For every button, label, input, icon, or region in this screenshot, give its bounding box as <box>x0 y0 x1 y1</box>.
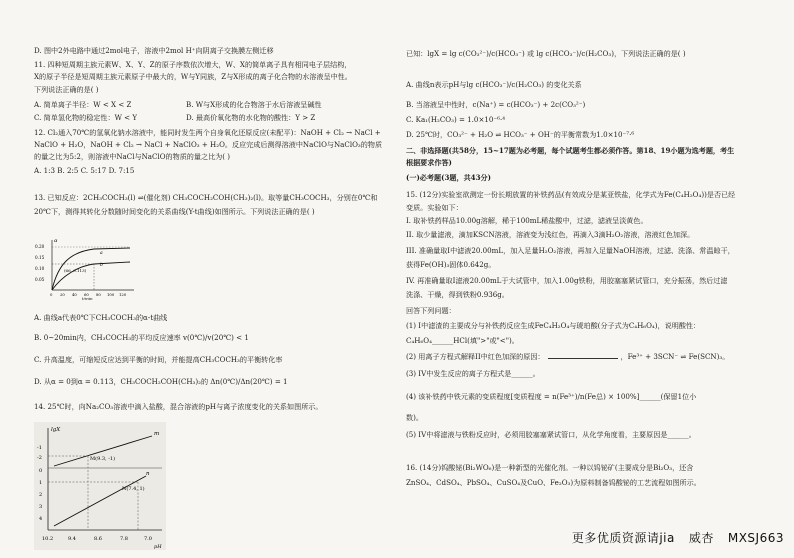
fig2-point-m: M(9.3, -1) <box>90 456 116 462</box>
q15-part-4-line2: 数)。 <box>406 413 423 422</box>
fig1-xtick: 60 <box>84 292 89 297</box>
q15-step-3-line2: 获得Fe(OH)₃固体0.642g。 <box>406 260 496 269</box>
fig1-ytick: 0.15 <box>35 255 45 260</box>
fig2-ytick: 4 <box>39 516 43 522</box>
fig1-ytick: 0.10 <box>35 266 45 271</box>
q15-part-1: (1) I中滤渣的主要成分与补铁药反应生成FeC₄H₂O₄与琥珀酸(分子式为C₄H₆O₄)，说明酸性： <box>406 321 701 330</box>
q14-option-d: D. 25℃时，CO₃²⁻ + H₂O ⇌ HCO₃⁻ + OH⁻的平衡常数为1.0×10⁻⁷·⁶ <box>406 130 635 139</box>
q15-step-2: II. 取少量滤液，滴加KSCN溶液，溶液变为浅红色，再滴入3滴H₂O₂溶液，溶液红色加深。 <box>406 230 695 239</box>
fig2-xtick: 7.8 <box>120 536 128 542</box>
promo-name: 威杏 <box>688 531 714 545</box>
q15-step-3: III. 准确量取I中滤液20.00mL，加入足量H₂O₂溶液，再加入足量NaOH溶液，过滤、洗涤、常温晾干， <box>406 246 735 255</box>
fig2-label-n: n <box>146 471 150 477</box>
q14-option-c: C. Ka₁(H₂CO₃) = 1.0×10⁻⁶·⁴ <box>406 115 506 124</box>
promo-code: MXSJ663 <box>727 531 784 545</box>
q15-part-2-prefix: (2) 用离子方程式解释II中红色加深的原因： <box>406 352 545 361</box>
fig2-x-label: pH <box>154 544 162 550</box>
fig1-curve-b <box>52 262 130 290</box>
q15-part-1-line2: C₄H₆O₄______HCl(填">"或"<")。 <box>406 336 519 345</box>
q10-option-d: D. 图中2外电路中通过2mol电子，溶液中2mol H⁺向阴离子交换膜左侧迁移 <box>34 46 274 55</box>
fig1-y-label: α <box>54 238 58 244</box>
answer-blank <box>548 352 618 359</box>
fig1-label-a: a <box>100 251 103 256</box>
q13-option-a: A. 曲线a代表0℃下CH₃COCH₃的α-t曲线 <box>34 313 168 322</box>
fig2-ytick: 2 <box>39 492 43 498</box>
q15-stem-line2: 变质。实验如下： <box>406 203 463 212</box>
fig2-xtick: 9.4 <box>68 536 76 542</box>
q11-stem: 11. 四种短周期主族元素W、X、Y、Z的原子序数依次增大，W、X的简单离子具有相同电子层结构， <box>34 60 352 69</box>
q12-stem: 12. Cl₂通入70℃的氢氧化钠水溶液中，能同时发生两个自身氧化还原反应(未配平)：NaOH + Cl₂ → NaCl + <box>34 128 381 137</box>
q15-stem: 15. (12分)实验室欲测定一份长期放置的补铁药品(有效成分是某亚铁盐，化学式为Fe(C₄H₂O₄))是否已经 <box>406 190 736 199</box>
q15-part-2-suffix: ，Fe³⁺ + 3SCN⁻ ⇌ Fe(SCN)₃。 <box>620 352 730 361</box>
fig1-xtick: 100 <box>107 292 115 297</box>
q15-part-4: (4) 该补铁药中铁元素的变质程度[变质程度 = n(Fe³⁺)/n(Fe总) × 100%]______(保留1位小 <box>406 392 697 401</box>
q14-option-a: A. 曲线n表示pH与lg c(HCO₃⁻)/c(H₂CO₃) 的变化关系 <box>406 80 582 89</box>
fig1-xtick: 120 <box>119 292 127 297</box>
q13-option-d: D. 从α = 0到α = 0.113，CH₃COCH₂COH(CH₃)₂的 Δn(0℃)/Δn(20℃) = 1 <box>34 377 288 386</box>
q13-stem: 13. 已知反应：2CH₃COCH₃(l) ⇌(催化剂) CH₃COCH₂COH(CH₃)₂(l)。取等量CH₃COCH₃，分别在0℃和 <box>34 193 378 202</box>
promo-footer <box>572 529 784 547</box>
q15-answer-prompt: 回答下列问题： <box>406 306 456 315</box>
q16-stem-line2: ZnSO₄、CdSO₄、PbSO₄、CuSO₄及CuO、Fe₂O₃)为原料制备钨酸铋的工艺流程如图所示。 <box>406 478 701 487</box>
q13-option-b: B. 0~20min内，CH₃COCH₃的平均反应速率 v(0℃)/v(20℃) < 1 <box>34 333 249 342</box>
q15-step-4: IV. 再准确量取I滤液20.00mL于大试管中，加入1.00g铁粉，用胶塞塞紧试管口，充分振荡，然后过滤 <box>406 276 728 285</box>
q16-stem: 16. (14分)钨酸铋(Bi₂WO₆)是一种新型的光催化剂。一种以钨铋矿(主要成分是Bi₂O₃，还含 <box>406 463 694 472</box>
fig1-xtick: 0 <box>50 292 53 297</box>
fig2-xtick: 10.2 <box>42 536 54 542</box>
fig1-point-label: (66, 0.113) <box>64 268 87 273</box>
fig2-y-label: lgX <box>51 427 61 433</box>
q11-stem-line3: 下列说法正确的是( ) <box>34 85 99 94</box>
fig2-ytick: 1 <box>39 480 43 486</box>
fig1-xtick: 20 <box>60 292 65 297</box>
q15-part-5: (5) IV中将滤液与铁粉反应时，必须用胶塞塞紧试管口，从化学角度看，主要原因是______。 <box>406 430 696 439</box>
ph-lgx-figure <box>34 422 166 550</box>
fig2-ytick: 0 <box>39 468 43 474</box>
promo-text: 更多优质资源请jia <box>571 531 675 545</box>
q13-option-c: C. 升高温度，可缩短反应达到平衡的时间，并能提高CH₃COCH₃的平衡转化率 <box>34 355 283 364</box>
q14-given: 已知：lgX = lg c(CO₃²⁻)/c(HCO₃⁻) 或 lg c(HCO₃⁻)/c(H₂CO₃)，下列说法正确的是( ) <box>406 49 686 58</box>
q12-options: A. 1:3 B. 2:5 C. 5:17 D. 7:15 <box>34 166 135 175</box>
fig2-ytick: -2 <box>37 455 42 461</box>
fig2-ytick: 3 <box>39 504 43 510</box>
q15-step-4-line2: 洗涤、干燥，得到铁粉0.936g。 <box>406 290 509 299</box>
q11-option-d: D. 最高价氧化物的水化物的酸性：Y > Z <box>186 113 316 122</box>
q11-option-b: B. W与X形成的化合物溶于水后溶液呈碱性 <box>186 100 322 109</box>
q11-option-c: C. 简单氢化物的稳定性：W < Y <box>34 113 138 122</box>
fig1-ytick: 0.05 <box>35 277 45 282</box>
conversion-time-figure <box>34 236 138 300</box>
q11-stem-line2: X的原子半径是短周期主族元素原子中最大的，W与Y同族，Z与X形成的离子化合物的水溶液呈中性。 <box>34 72 352 81</box>
fig2-label-m: m <box>154 431 160 437</box>
q15-step-1: I. 取补铁药样品10.00g溶解，稀于100mL稀盐酸中，过滤，滤液呈淡黄色。 <box>406 216 648 225</box>
q13-stem-line2: 20℃下，测得其转化分数随时间变化的关系曲线(Y-t曲线)如图所示。下列说法正确的是( ) <box>34 207 315 216</box>
fig1-xtick: 80 <box>96 292 101 297</box>
fig1-xtick: 40 <box>72 292 77 297</box>
q12-stem-line2: NaClO + H₂O，NaOH + Cl₂ → NaCl + NaClO₃ + H₂O。反应完成后测得溶液中NaClO与NaClO₃的物质 <box>34 140 383 149</box>
fig1-label-b: b <box>100 263 103 268</box>
q12-stem-line3: 的量之比为5:2，则溶液中NaCl与NaClO的物质的量之比为( ) <box>34 152 231 161</box>
q11-option-a: A. 简单离子半径：W < X < Z <box>34 100 132 109</box>
section2-heading: 二、非选择题(共58分，15~17题为必考题，每个试题考生都必须作答。第18、19小题为选考题，考生 <box>406 146 735 155</box>
q15-part-2 <box>406 352 729 363</box>
section2-subheading: (一)必考题(3题，共43分) <box>406 173 491 182</box>
fig2-xtick: 7.0 <box>144 536 152 542</box>
q14-option-b: B. 当溶液呈中性时，c(Na⁺) = c(HCO₃⁻) + 2c(CO₃²⁻) <box>406 100 586 109</box>
section2-heading-line2: 根据要求作答) <box>406 158 452 167</box>
fig2-point-n: N(7.4, 1) <box>122 486 145 492</box>
fig1-x-label: t/min <box>82 296 93 300</box>
fig2-photo-background <box>34 422 166 550</box>
fig1-ytick: 0.20 <box>35 244 45 249</box>
fig2-ytick: -1 <box>37 445 42 451</box>
fig2-xtick: 8.6 <box>94 536 102 542</box>
q14-stem: 14. 25℃时，向Na₂CO₃溶液中滴入盐酸，混合溶液的pH与离子浓度变化的关系如图所示。 <box>34 402 323 411</box>
q15-part-3: (3) IV中发生反应的离子方程式是______。 <box>406 369 540 378</box>
